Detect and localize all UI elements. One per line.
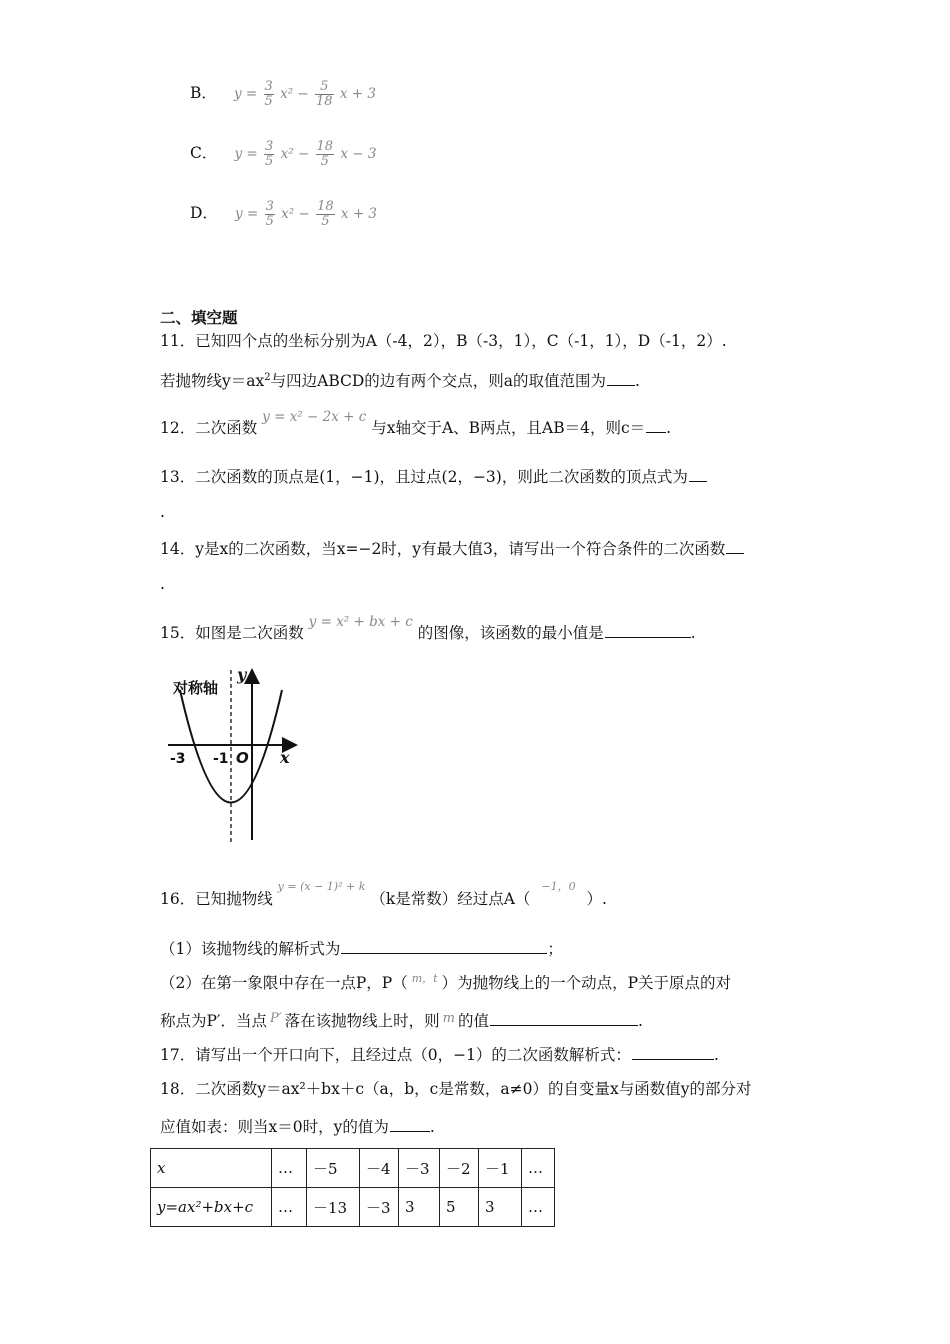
option-d [190,200,377,229]
table-cell: －3 [360,1188,399,1227]
tick-neg3: -3 [170,751,186,767]
q14-answer-blank[interactable] [726,537,744,554]
q13-end: . [160,503,165,521]
q16-part1: （1）该抛物线的解析式为 ； [160,937,563,959]
q13: 13．二次函数的顶点是(1，−1)，且过点(2，−3)，则此二次函数的顶点式为 [160,465,707,487]
q18-line1: 18．二次函数y＝ax²＋bx＋c（a，b，c是常数，a≠0）的自变量x与函数值y的部分对 [160,1080,752,1098]
q16-point: −1，0 [541,880,576,893]
parabola-graph [160,660,320,860]
table-cell: … [272,1149,307,1188]
q12-answer-blank[interactable] [646,416,666,433]
value-table [150,1148,555,1227]
option-b [190,80,376,109]
table-cell: 5 [440,1188,479,1227]
q16-part1-blank[interactable] [341,937,547,954]
q17: 17．请写出一个开口向下，且经过点（0，−1）的二次函数解析式： . [160,1043,719,1065]
q16-part2-line1: （2）在第一象限中存在一点P，P（ $^{m,t}$ ）为抛物线上的一个动点，P关于原点的对 [160,972,732,992]
q11-line1: 11．已知四个点的坐标分别为A（-4，2），B（-3，1），C（-1，1），D（-1，2）. [160,332,727,350]
x-axis-label: x [280,748,290,767]
q16-part2-line2: 称点为P′．当点 $^{P'}$ 落在该抛物线上时，则 $^m$ 的值 . [160,1011,643,1030]
table-cell: －5 [307,1149,360,1188]
table-cell: … [272,1188,307,1227]
option-c-equation: y = $\frac{3}{5}$ x² − $\frac{18}{5}$ x − 3 [234,139,377,169]
table-cell: x [151,1149,272,1188]
y-axis-label: y [237,665,247,684]
table-cell: －4 [360,1149,399,1188]
option-d-label: D． [190,204,218,222]
table-cell: －2 [440,1149,479,1188]
table-cell: y=ax²+bx+c [151,1188,272,1227]
table-row [151,1149,555,1188]
table-cell: －3 [399,1149,440,1188]
q16-equation: y = (x − 1)² + k [277,880,366,893]
q14-end: . [160,575,165,593]
q11-answer-blank[interactable] [607,369,635,386]
q15-answer-blank[interactable] [605,621,691,638]
section-title: 二、填空题 [160,309,238,327]
q13-answer-blank[interactable] [689,465,707,482]
table-cell: 3 [399,1188,440,1227]
q14: 14．y是x的二次函数，当x=−2时，y有最大值3，请写出一个符合条件的二次函数 [160,537,744,559]
table-cell: 3 [479,1188,522,1227]
q16-part2-blank[interactable] [490,1009,638,1026]
origin-label: O [236,749,249,767]
q12: 12．二次函数 y = x² − 2x + c 与x轴交于A、B两点，且AB＝4，则c＝ . [160,409,672,437]
table-cell: －1 [479,1149,522,1188]
q18-answer-blank[interactable] [390,1115,430,1132]
tick-neg1: -1 [213,751,229,767]
table-cell: … [522,1149,555,1188]
option-b-label: B． [190,84,217,102]
q11-line2: 若抛物线$y=ax^2$与四边ABCD的边有两个交点，则a的取值范围为 . [160,368,640,391]
table-cell: －13 [307,1188,360,1227]
option-b-equation: y = $\frac{3}{5}$ x² − $\frac{5}{18}$ x + 3 [233,79,376,109]
symmetry-axis-label: 对称轴 [173,679,219,697]
q15: 15．如图是二次函数 y = x² + bx + c 的图像，该函数的最小值是 . [160,614,696,642]
option-c-label: C． [190,144,218,162]
q12-equation: y = x² − 2x + c [262,409,367,425]
q18-line2: 应值如表：则当x＝0时，y的值为 . [160,1115,435,1137]
table-row [151,1188,555,1227]
option-d-equation: y = $\frac{3}{5}$ x² − $\frac{18}{5}$ x + 3 [235,199,378,229]
q16: 16．已知抛物线 $^{y = (x - 1)^2 + k}$ （k是常数）经过点A（ $^{-1,0}$ ）. [160,880,607,908]
q17-answer-blank[interactable] [632,1043,714,1060]
q15-equation: y = x² + bx + c [308,614,413,630]
option-c [190,140,376,169]
table-cell: … [522,1188,555,1227]
